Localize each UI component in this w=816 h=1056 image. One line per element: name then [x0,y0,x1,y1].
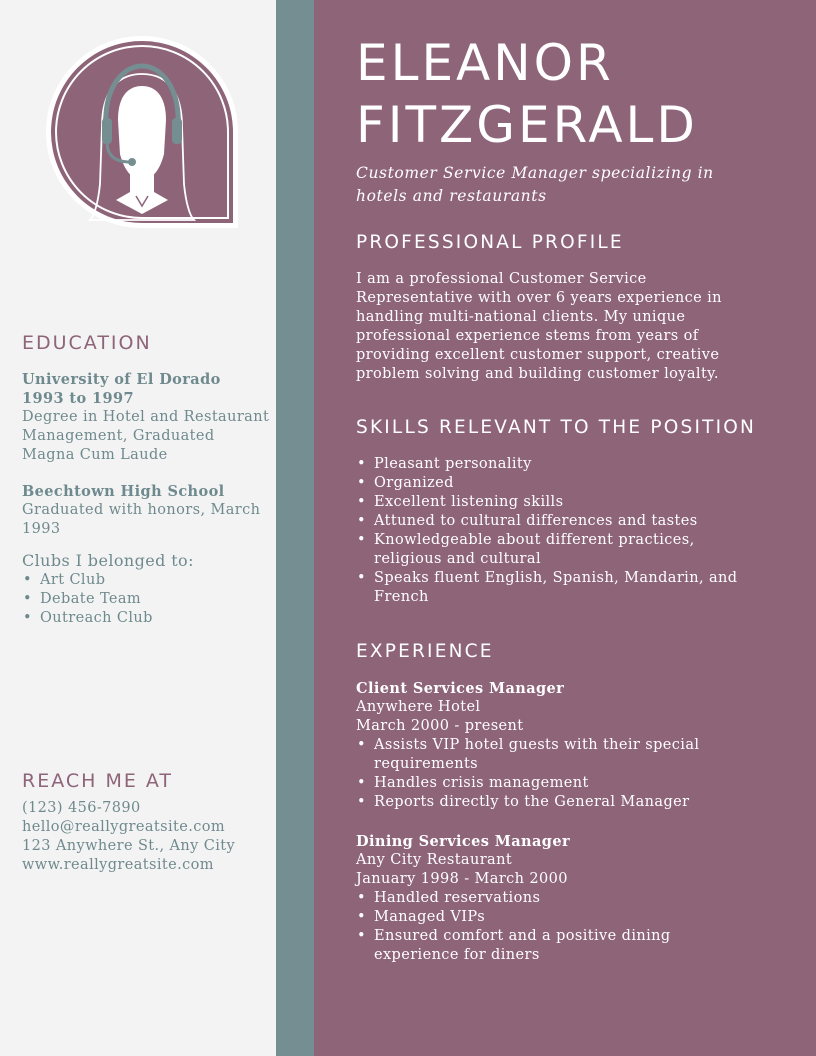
tagline: Customer Service Manager specializing in hotels and restaurants [356,164,714,205]
last-name: FITZGERALD [356,96,698,154]
job-duties [356,736,756,812]
contact-block [22,799,272,875]
skill-item: • Excellent listening skills [374,493,756,512]
job-entry [356,679,756,812]
duty-item: • Managed VIPs [374,908,756,927]
customer-service-headset-avatar-icon [44,34,240,230]
club-item: • Art Club [40,571,272,590]
skills-list [356,455,756,607]
clubs-list [22,571,272,628]
job-role: Dining Services Manager [356,833,570,850]
contact-phone: (123) 456-7890 [22,800,141,816]
skills-heading: SKILLS RELEVANT TO THE POSITION [356,417,757,438]
job-entry [356,832,756,965]
duty-item: • Assists VIP hotel guests with their special requirements [374,736,756,774]
job-company: Any City Restaurant [356,852,513,868]
contact-address: 123 Anywhere St., Any City [22,838,236,854]
experience-heading: EXPERIENCE [356,641,494,662]
school-name: University of El Dorado [22,371,221,388]
school-name: Beechtown High School [22,483,225,500]
duty-item: • Handled reservations [374,889,756,908]
skills-list-wrapper [356,455,756,607]
contact-website: www.reallygreatsite.com [22,857,214,873]
education-entry [22,482,272,539]
duty-item: • Handles crisis management [374,774,756,793]
job-dates: March 2000 - present [356,718,524,734]
job-dates: January 1998 - March 2000 [356,871,568,887]
skill-item: • Pleasant personality [374,455,756,474]
duty-item: • Ensured comfort and a positive dining experience for diners [374,927,756,965]
clubs-label: Clubs I belonged to: [22,551,194,570]
candidate-name [356,32,698,156]
contact-email: hello@reallygreatsite.com [22,819,226,835]
divider-stripe [276,0,314,1056]
skill-item: • Knowledgeable about different practices, religious and cultural [374,531,756,569]
job-duties [356,889,756,965]
club-item: • Debate Team [40,590,272,609]
education-entry [22,370,272,465]
duty-item: • Reports directly to the General Manager [374,793,756,812]
job-company: Anywhere Hotel [356,699,481,715]
school-detail: Degree in Hotel and Restaurant Management, Graduated Magna Cum Laude [22,409,270,463]
first-name: ELEANOR [356,34,614,92]
skill-item: • Speaks fluent English, Spanish, Mandarin, and French [374,569,756,607]
contact-heading: REACH ME AT [22,770,174,792]
skill-item: • Organized [374,474,756,493]
profile-text: I am a professional Customer Service Representative with over 6 years experience in handling multi-national clients. My unique professional experience stems from years of providing excellent customer support, creative problem solving and building customer loyalty. [356,271,722,382]
profile-heading: PROFESSIONAL PROFILE [356,232,624,253]
clubs-list-wrapper [22,571,272,628]
school-detail: Graduated with honors, March 1993 [22,502,261,537]
job-role: Client Services Manager [356,680,565,697]
school-years: 1993 to 1997 [22,390,134,407]
education-heading: EDUCATION [22,332,152,354]
club-item: • Outreach Club [40,609,272,628]
skill-item: • Attuned to cultural differences and tastes [374,512,756,531]
